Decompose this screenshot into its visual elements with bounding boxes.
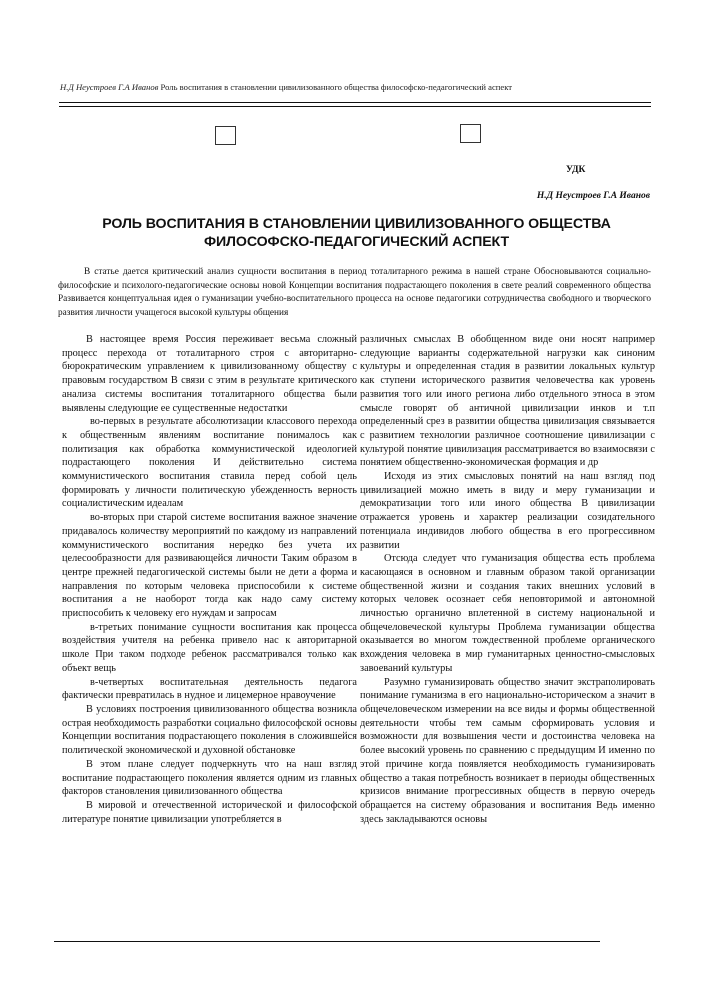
footer-rule: [54, 941, 600, 942]
left-column: [62, 333, 357, 826]
udk-label: УДК: [566, 165, 586, 175]
article-title: [60, 215, 653, 251]
paragraph: В условиях построения цивилизованного общества возникла острая необходимость разработки социально философской основы Концепции воспитания подрастающего поколения в сложившейся политической экономической и духовной обстановке: [62, 703, 357, 757]
paragraph: Исходя из этих смысловых понятий на наш взгляд под цивилизацией можно иметь в виду и меру гуманизации и демократизации того или иного общества В цивилизации отражается уровень и характер реализации созидательного потенциала индивидов любого общества в его прогрессивном развитии: [360, 471, 655, 551]
empty-box-right: [460, 124, 481, 143]
running-head-authors: Н.Д Неустроев Г.А Иванов: [60, 82, 159, 92]
paragraph: в-четвертых воспитательная деятельность педагога фактически превратилась в нудное и лицемерное нравоучение: [62, 676, 357, 702]
paragraph: В настоящее время Россия переживает весьма сложный процесс перехода от тоталитарного строя с авторитарно-бюрократическим управлением к цивилизованному обществу с правовым государством В связи с этим в результате критического анализа системы воспитания тоталитарного общества были выявлены следующие ее существенные недостатки: [62, 334, 357, 414]
paragraph: различных смыслах В обобщенном виде они носят например следующие варианты содержательной нагрузки как синоним культуры и определенная стадия в развитии локальных культур как ступени исторического развития человечества как уровень развития того или иного региона либо отдельного этноса в этом смысле говорят об античной цивилизации инков и т.п определенный срез в развитии общества цивилизация связывается с развитием технологии различное соотношение цивилизации с культурой понятие цивилизация рассматривается во взаимосвязи с понятием общественно-экономическая формация и др: [360, 334, 655, 469]
author-byline: Н.Д Неустроев Г.А Иванов: [536, 191, 650, 201]
paragraph: В мировой и отечественной исторической и философской литературе понятие цивилизации употребляется в: [62, 799, 357, 825]
running-head: [60, 82, 660, 92]
article-title-line-2: ФИЛОСОФСКО-ПЕДАГОГИЧЕСКИЙ АСПЕКТ: [203, 234, 510, 250]
abstract: В статье дается критический анализ сущности воспитания в период тоталитарного режима в нашей стране Обосновываются социально-философские и психолого-педагогические основы новой Концепции воспитания подрастающего поколения в свете реалий современного общества Развивается концептуальная идея о гуманизации учебно-воспитательного процесса на основе педагогики сотрудничества свободного и творческого развития личности учащегося высокой культуры общения: [58, 267, 651, 318]
paragraph: в-третьих понимание сущности воспитания как процесса воздействия учителя на ребенка привело нас к авторитарной школе При таком подходе ребенок рассматривался только как объект вещь: [62, 621, 357, 674]
article-title-line-1: РОЛЬ ВОСПИТАНИЯ В СТАНОВЛЕНИИ ЦИВИЛИЗОВАННОГО ОБЩЕСТВА: [102, 216, 611, 232]
paragraph: Отсюда следует что гуманизация общества есть проблема касающаяся в основном и главным образом такой организации общественной жизни и создания таких внешних условий в которых человек осознает себя неповторимой и автономной личностью органично вплетенной в систему национальной и общечеловеческой культуры Проблема гуманизации общества оказывается во многом тождественной проблеме органического вхождения человека в мир гуманитарных ценностно-смысловых завоеваний культуры: [360, 553, 655, 674]
header-rule-bottom: [59, 106, 651, 107]
right-column: [360, 333, 655, 826]
paragraph: во-первых в результате абсолютизации классового перехода к общественным явлениям воспитание понималось как политизация как обработка коммунистической идеологией подрастающего поколения И действительно система коммунистического воспитания ставила перед собой цель формировать у личности политическую убежденность верность социалистическим идеалам: [62, 416, 357, 510]
paragraph: Разумно гуманизировать общество значит экстраполировать понимание гуманизма в его национально-историческом а значит в общечеловеческом измерении на все виды и формы общественной деятельности чтобы тем самым сформировать условия и возможности для возвышения чести и достоинства человека на более высокий уровень по сравнению с предыдущим И именно по этой причине когда появляется необходимость гуманизировать общество а такая потребность возникает в периоды общественных кризисов внимание прогрессивных обществ в первую очередь обращается на систему образования и воспитания Ведь именно здесь закладываются основы: [360, 676, 655, 825]
paragraph: во-вторых при старой системе воспитания важное значение придавалось количеству мероприятий по каждому из направлений коммунистического воспитания нередко без учета их целесообразности для развивающейся личности Таким образом в центре прежней педагогической системы были не дети а форма и направления по которым человека приспособили к системе воспитания а не наоборот тогда как надо саму систему приспособить к человеку его нуждам и запросам: [62, 512, 357, 620]
running-head-title: Роль воспитания в становлении цивилизованного общества философско-педагогический аспект: [160, 82, 513, 92]
empty-box-left: [215, 126, 236, 145]
header-rule-top: [59, 102, 651, 103]
paragraph: В этом плане следует подчеркнуть что на наш взгляд воспитание подрастающего поколения является одним из главных факторов становления цивилизованного общества: [62, 758, 357, 798]
